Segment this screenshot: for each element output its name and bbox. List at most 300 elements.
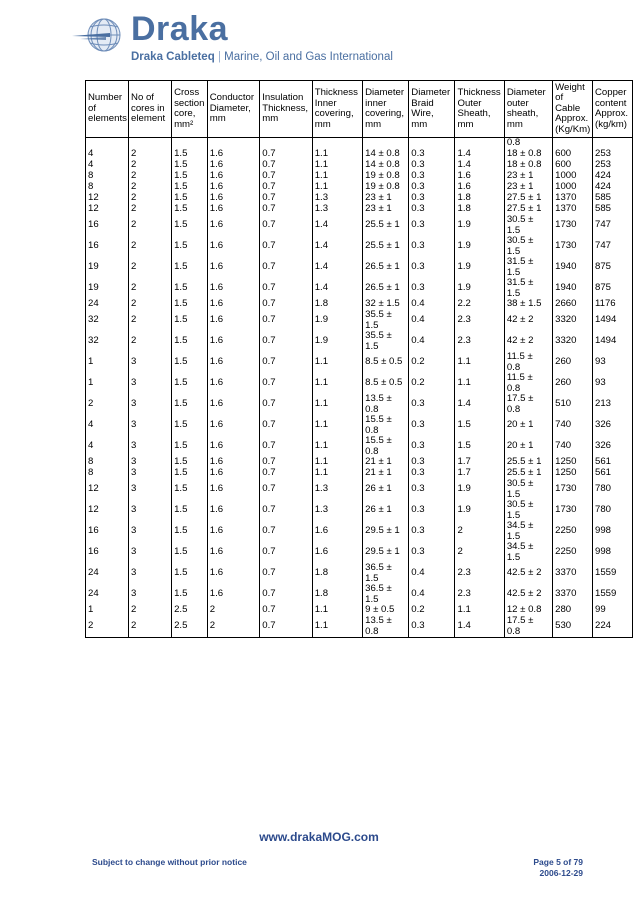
- table-cell: 0.7: [260, 468, 312, 479]
- table-cell: 0.3: [409, 616, 455, 638]
- table-cell: 2: [129, 193, 172, 204]
- table-cell: 34.5 ± 1.5: [504, 542, 552, 563]
- table-cell: 29.5 ± 1: [363, 542, 409, 563]
- table-row: [86, 310, 633, 331]
- table-cell: 510: [553, 394, 593, 415]
- table-cell: 1.5: [172, 160, 208, 171]
- table-cell: 1250: [553, 457, 593, 468]
- table-cell: 1.3: [312, 204, 362, 215]
- table-cell: 0.7: [260, 204, 312, 215]
- table-cell: 1: [86, 373, 129, 394]
- table-cell: 13.5 ± 0.8: [363, 616, 409, 638]
- table-cell: 35.5 ± 1.5: [363, 310, 409, 331]
- table-cell: 1.9: [455, 500, 504, 521]
- table-cell: 1.6: [207, 160, 259, 171]
- brand-name: Draka: [131, 10, 229, 48]
- table-cell: 998: [593, 542, 633, 563]
- tagline-company: Draka Cableteq: [131, 51, 215, 63]
- table-cell: 1494: [593, 331, 633, 352]
- table-cell: 0.3: [409, 171, 455, 182]
- table-cell: 24: [86, 299, 129, 310]
- table-cell: 1.8: [312, 299, 362, 310]
- table-cell: 3320: [553, 310, 593, 331]
- table-cell: 1730: [553, 500, 593, 521]
- table-cell: 3: [129, 394, 172, 415]
- table-cell: 1.9: [312, 331, 362, 352]
- table-cell: 1250: [553, 468, 593, 479]
- table-cell: 0.7: [260, 415, 312, 436]
- table-cell: 2: [129, 149, 172, 160]
- table-cell: 11.5 ± 0.8: [504, 352, 552, 373]
- table-cell: 4: [86, 160, 129, 171]
- table-cell: 1.6: [455, 171, 504, 182]
- table-cell: 0.3: [409, 415, 455, 436]
- table-cell: 1.6: [207, 182, 259, 193]
- table-cell: 2: [129, 215, 172, 236]
- table-cell: 0.7: [260, 521, 312, 542]
- table-cell: 35.5 ± 1.5: [363, 331, 409, 352]
- table-cell: 260: [553, 373, 593, 394]
- table-cell: 1.8: [312, 584, 362, 605]
- table-cell: 424: [593, 182, 633, 193]
- table-cell: 1.5: [172, 373, 208, 394]
- brand-tagline: [131, 51, 393, 63]
- table-cell: 16: [86, 215, 129, 236]
- table-cell: 0.7: [260, 394, 312, 415]
- table-cell: 1.6: [207, 352, 259, 373]
- table-cell: 1.6: [207, 310, 259, 331]
- table-cell: 1.6: [207, 394, 259, 415]
- table-cell: 1.4: [312, 278, 362, 299]
- table-row: [86, 236, 633, 257]
- table-cell: 30.5 ± 1.5: [504, 479, 552, 500]
- table-cell: 1.4: [312, 236, 362, 257]
- table-cell: 1940: [553, 257, 593, 278]
- column-header: Weight of Cable Approx. (Kg/Km): [553, 81, 593, 138]
- table-cell: 2: [129, 160, 172, 171]
- table-cell: 19 ± 0.8: [363, 171, 409, 182]
- table-cell: [455, 138, 504, 150]
- table-cell: 253: [593, 149, 633, 160]
- table-cell: 1.5: [172, 182, 208, 193]
- table-cell: 2: [129, 236, 172, 257]
- table-row: [86, 436, 633, 457]
- table-cell: 17.5 ± 0.8: [504, 394, 552, 415]
- footer-website-link[interactable]: www.drakaMOG.com: [259, 830, 379, 844]
- table-cell: 0.3: [409, 193, 455, 204]
- table-cell: 15.5 ± 0.8: [363, 436, 409, 457]
- column-header: Copper content Approx. (kg/km): [593, 81, 633, 138]
- table-cell: 780: [593, 479, 633, 500]
- table-cell: 34.5 ± 1.5: [504, 521, 552, 542]
- table-row: [86, 605, 633, 616]
- table-cell: 1.6: [207, 331, 259, 352]
- table-cell: 1.5: [172, 215, 208, 236]
- table-cell: 1.1: [312, 171, 362, 182]
- table-cell: 0.3: [409, 215, 455, 236]
- header-row: [86, 81, 633, 138]
- table-cell: 561: [593, 468, 633, 479]
- table-cell: 1.6: [207, 257, 259, 278]
- table-cell: 0.4: [409, 563, 455, 584]
- table-cell: 740: [553, 436, 593, 457]
- table-cell: 1.6: [207, 278, 259, 299]
- table-cell: 1.5: [172, 310, 208, 331]
- table-cell: 2.3: [455, 563, 504, 584]
- table-cell: 36.5 ± 1.5: [363, 584, 409, 605]
- table-cell: 1.6: [207, 584, 259, 605]
- table-cell: [172, 138, 208, 150]
- table-cell: 27.5 ± 1: [504, 193, 552, 204]
- table-cell: 1.6: [207, 193, 259, 204]
- table-cell: 0.7: [260, 584, 312, 605]
- table-cell: 20 ± 1: [504, 436, 552, 457]
- column-header: Diameter inner covering, mm: [363, 81, 409, 138]
- table-cell: 1.5: [172, 521, 208, 542]
- table-row: [86, 160, 633, 171]
- table-cell: 3: [129, 436, 172, 457]
- table-cell: 2: [129, 257, 172, 278]
- table-cell: 93: [593, 352, 633, 373]
- table-cell: 8.5 ± 0.5: [363, 373, 409, 394]
- table-cell: 1.1: [312, 415, 362, 436]
- table-cell: 1.1: [312, 149, 362, 160]
- table-cell: 0.3: [409, 468, 455, 479]
- table-cell: 0.7: [260, 310, 312, 331]
- table-cell: 2: [129, 278, 172, 299]
- table-cell: 1.6: [207, 468, 259, 479]
- table-row: [86, 204, 633, 215]
- table-cell: 1.5: [172, 584, 208, 605]
- table-cell: 2: [207, 605, 259, 616]
- table-cell: 326: [593, 436, 633, 457]
- table-cell: 2: [129, 616, 172, 638]
- table-cell: 1.1: [455, 352, 504, 373]
- table-cell: 13.5 ± 0.8: [363, 394, 409, 415]
- table-cell: 17.5 ± 0.8: [504, 616, 552, 638]
- table-cell: 3: [129, 457, 172, 468]
- table-row: [86, 394, 633, 415]
- table-cell: 530: [553, 616, 593, 638]
- column-header: Thickness Inner covering, mm: [312, 81, 362, 138]
- table-cell: 585: [593, 204, 633, 215]
- table-cell: 1.6: [207, 171, 259, 182]
- table-cell: 3: [129, 352, 172, 373]
- table-cell: 1.5: [172, 204, 208, 215]
- table-cell: 0.3: [409, 204, 455, 215]
- table-cell: 0.3: [409, 149, 455, 160]
- table-cell: 93: [593, 373, 633, 394]
- column-header: Conductor Diameter, mm: [207, 81, 259, 138]
- table-cell: 8: [86, 182, 129, 193]
- table-cell: 224: [593, 616, 633, 638]
- table-cell: 0.3: [409, 278, 455, 299]
- table-cell: 1.6: [207, 236, 259, 257]
- table-cell: 1.6: [207, 500, 259, 521]
- table-cell: [593, 138, 633, 150]
- table-row: [86, 331, 633, 352]
- table-cell: 2: [455, 542, 504, 563]
- table-cell: 1.5: [172, 436, 208, 457]
- table-cell: 32 ± 1.5: [363, 299, 409, 310]
- table-cell: 0.7: [260, 149, 312, 160]
- table-cell: 2: [129, 204, 172, 215]
- table-cell: 2.5: [172, 605, 208, 616]
- table-cell: 14 ± 0.8: [363, 149, 409, 160]
- table-cell: 15.5 ± 0.8: [363, 415, 409, 436]
- table-cell: 1.6: [207, 436, 259, 457]
- table-cell: 42 ± 2: [504, 331, 552, 352]
- table-cell: 3: [129, 468, 172, 479]
- table-cell: 42 ± 2: [504, 310, 552, 331]
- table-cell: 1.1: [312, 605, 362, 616]
- table-cell: 4: [86, 436, 129, 457]
- table-cell: 8: [86, 468, 129, 479]
- table-cell: 0.7: [260, 457, 312, 468]
- table-cell: [260, 138, 312, 150]
- table-cell: 1: [86, 352, 129, 373]
- table-cell: [129, 138, 172, 150]
- table-cell: 1.6: [207, 204, 259, 215]
- table-cell: 780: [593, 500, 633, 521]
- table-cell: 32: [86, 310, 129, 331]
- table-cell: 1.6: [207, 542, 259, 563]
- table-cell: 0.3: [409, 436, 455, 457]
- table-cell: 1.6: [312, 542, 362, 563]
- table-cell: 1.8: [455, 193, 504, 204]
- table-cell: 3: [129, 373, 172, 394]
- column-header: Cross section core, mm²: [172, 81, 208, 138]
- table-cell: 19: [86, 257, 129, 278]
- table-row: [86, 468, 633, 479]
- table-cell: 25.5 ± 1: [504, 457, 552, 468]
- table-cell: 42.5 ± 2: [504, 584, 552, 605]
- table-cell: 1.6: [207, 373, 259, 394]
- table-cell: 2250: [553, 521, 593, 542]
- table-cell: 600: [553, 160, 593, 171]
- table-cell: 8: [86, 171, 129, 182]
- table-cell: 24: [86, 563, 129, 584]
- table-cell: 1.5: [172, 394, 208, 415]
- table-cell: 3: [129, 542, 172, 563]
- table-cell: 424: [593, 171, 633, 182]
- table-cell: 600: [553, 149, 593, 160]
- table-cell: [86, 138, 129, 150]
- table-cell: 3320: [553, 331, 593, 352]
- table-cell: 1.9: [455, 278, 504, 299]
- table-cell: 1.6: [207, 415, 259, 436]
- table-cell: 1.1: [312, 436, 362, 457]
- table-cell: 3: [129, 415, 172, 436]
- table-cell: 12: [86, 193, 129, 204]
- table-cell: 1.5: [172, 149, 208, 160]
- table-cell: 253: [593, 160, 633, 171]
- table-row: [86, 171, 633, 182]
- table-row: [86, 257, 633, 278]
- table-cell: 1.3: [312, 193, 362, 204]
- table-cell: 0.7: [260, 215, 312, 236]
- table-cell: 2: [129, 299, 172, 310]
- table-cell: 0.7: [260, 171, 312, 182]
- column-header: No of cores in element: [129, 81, 172, 138]
- table-cell: 1494: [593, 310, 633, 331]
- table-cell: 11.5 ± 0.8: [504, 373, 552, 394]
- table-cell: 1.5: [172, 479, 208, 500]
- table-row: [86, 149, 633, 160]
- table-cell: 0.4: [409, 299, 455, 310]
- table-cell: 1559: [593, 584, 633, 605]
- table-row: [86, 299, 633, 310]
- table-cell: 3: [129, 521, 172, 542]
- table-cell: 2: [86, 394, 129, 415]
- table-cell: 3370: [553, 584, 593, 605]
- table-cell: 0.3: [409, 182, 455, 193]
- table-cell: 1.1: [312, 468, 362, 479]
- table-cell: 1.6: [207, 299, 259, 310]
- table-cell: 1.6: [207, 563, 259, 584]
- table-cell: 38 ± 1.5: [504, 299, 552, 310]
- globe-logo-icon: [70, 14, 128, 56]
- table-cell: 0.4: [409, 331, 455, 352]
- table-cell: [312, 138, 362, 150]
- table-cell: 1000: [553, 182, 593, 193]
- table-cell: 9 ± 0.5: [363, 605, 409, 616]
- table-cell: 1.4: [455, 616, 504, 638]
- table-cell: 1.8: [455, 204, 504, 215]
- table-cell: 1.1: [312, 616, 362, 638]
- table-cell: 2: [129, 182, 172, 193]
- table-row: [86, 278, 633, 299]
- table-cell: 25.5 ± 1: [504, 468, 552, 479]
- table-cell: 30.5 ± 1.5: [504, 500, 552, 521]
- table-cell: 20 ± 1: [504, 415, 552, 436]
- table-cell: 1.9: [455, 479, 504, 500]
- table-cell: 26 ± 1: [363, 500, 409, 521]
- column-header: Diameter Braid Wire, mm: [409, 81, 455, 138]
- table-cell: 3: [129, 563, 172, 584]
- table-cell: 99: [593, 605, 633, 616]
- table-cell: 2.3: [455, 331, 504, 352]
- table-cell: 2: [129, 310, 172, 331]
- table-cell: 1.5: [172, 193, 208, 204]
- table-cell: 29.5 ± 1: [363, 521, 409, 542]
- table-cell: 1.4: [455, 394, 504, 415]
- table-row: [86, 182, 633, 193]
- table-cell: 2.3: [455, 310, 504, 331]
- table-cell: 36.5 ± 1.5: [363, 563, 409, 584]
- table-cell: 1.3: [312, 479, 362, 500]
- table-cell: 1.4: [312, 215, 362, 236]
- table-cell: 2250: [553, 542, 593, 563]
- table-cell: 1.6: [207, 215, 259, 236]
- table-row: [86, 193, 633, 204]
- table-cell: 0.7: [260, 352, 312, 373]
- footer-notice: Subject to change without prior notice: [92, 857, 247, 867]
- table-row: [86, 563, 633, 584]
- table-cell: 0.7: [260, 373, 312, 394]
- table-cell: 0.7: [260, 160, 312, 171]
- table-cell: 561: [593, 457, 633, 468]
- table-cell: 1.5: [172, 236, 208, 257]
- table-cell: [553, 138, 593, 150]
- table-cell: 0.3: [409, 394, 455, 415]
- table-cell: 26 ± 1: [363, 479, 409, 500]
- table-cell: 1.6: [207, 457, 259, 468]
- table-cell: 0.7: [260, 299, 312, 310]
- table-row: [86, 415, 633, 436]
- table-cell: 0.3: [409, 521, 455, 542]
- table-cell: 2.2: [455, 299, 504, 310]
- table-cell: 1.9: [312, 310, 362, 331]
- table-cell: 0.7: [260, 331, 312, 352]
- table-row: [86, 500, 633, 521]
- column-header: Thickness Outer Sheath, mm: [455, 81, 504, 138]
- table-row: [86, 457, 633, 468]
- table-cell: 2: [455, 521, 504, 542]
- table-cell: 1370: [553, 193, 593, 204]
- table-cell: 1.1: [312, 457, 362, 468]
- table-cell: 1: [86, 605, 129, 616]
- table-cell: 2: [86, 616, 129, 638]
- table-cell: 21 ± 1: [363, 468, 409, 479]
- table-cell: 1.1: [312, 352, 362, 373]
- table-cell: 23 ± 1: [363, 193, 409, 204]
- table-cell: 0.2: [409, 605, 455, 616]
- table-cell: 1.5: [172, 563, 208, 584]
- table-row: [86, 479, 633, 500]
- tagline-separator: |: [217, 51, 221, 63]
- table-cell: 0.7: [260, 500, 312, 521]
- document-date: 2006-12-29: [539, 867, 583, 878]
- table-cell: 0.4: [409, 584, 455, 605]
- table-cell: 1.6: [207, 521, 259, 542]
- table-cell: 8: [86, 457, 129, 468]
- table-cell: 1.4: [455, 149, 504, 160]
- table-cell: 8.5 ± 0.5: [363, 352, 409, 373]
- table-cell: 0.7: [260, 542, 312, 563]
- table-cell: [409, 138, 455, 150]
- table-cell: 2.5: [172, 616, 208, 638]
- table-cell: 1.6: [207, 149, 259, 160]
- cable-spec-table-wrapper: [85, 80, 633, 638]
- table-row: [86, 584, 633, 605]
- table-cell: 1.5: [172, 415, 208, 436]
- table-cell: 0.7: [260, 236, 312, 257]
- page-number: Page 5 of 79: [533, 857, 583, 867]
- table-cell: 1.4: [312, 257, 362, 278]
- table-cell: 0.2: [409, 373, 455, 394]
- table-cell: 0.3: [409, 542, 455, 563]
- table-cell: 2: [129, 171, 172, 182]
- table-cell: 1730: [553, 215, 593, 236]
- table-row: [86, 616, 633, 638]
- table-cell: 1.7: [455, 457, 504, 468]
- table-cell: 2.3: [455, 584, 504, 605]
- table-cell: 2: [129, 605, 172, 616]
- table-cell: 213: [593, 394, 633, 415]
- table-cell: 3: [129, 584, 172, 605]
- table-cell: 326: [593, 415, 633, 436]
- table-cell: 4: [86, 149, 129, 160]
- table-cell: [207, 138, 259, 150]
- table-cell: 23 ± 1: [504, 171, 552, 182]
- table-row: [86, 138, 633, 150]
- page-header: [0, 0, 638, 78]
- table-cell: 23 ± 1: [363, 204, 409, 215]
- table-cell: 2660: [553, 299, 593, 310]
- table-cell: 0.7: [260, 479, 312, 500]
- table-cell: 3370: [553, 563, 593, 584]
